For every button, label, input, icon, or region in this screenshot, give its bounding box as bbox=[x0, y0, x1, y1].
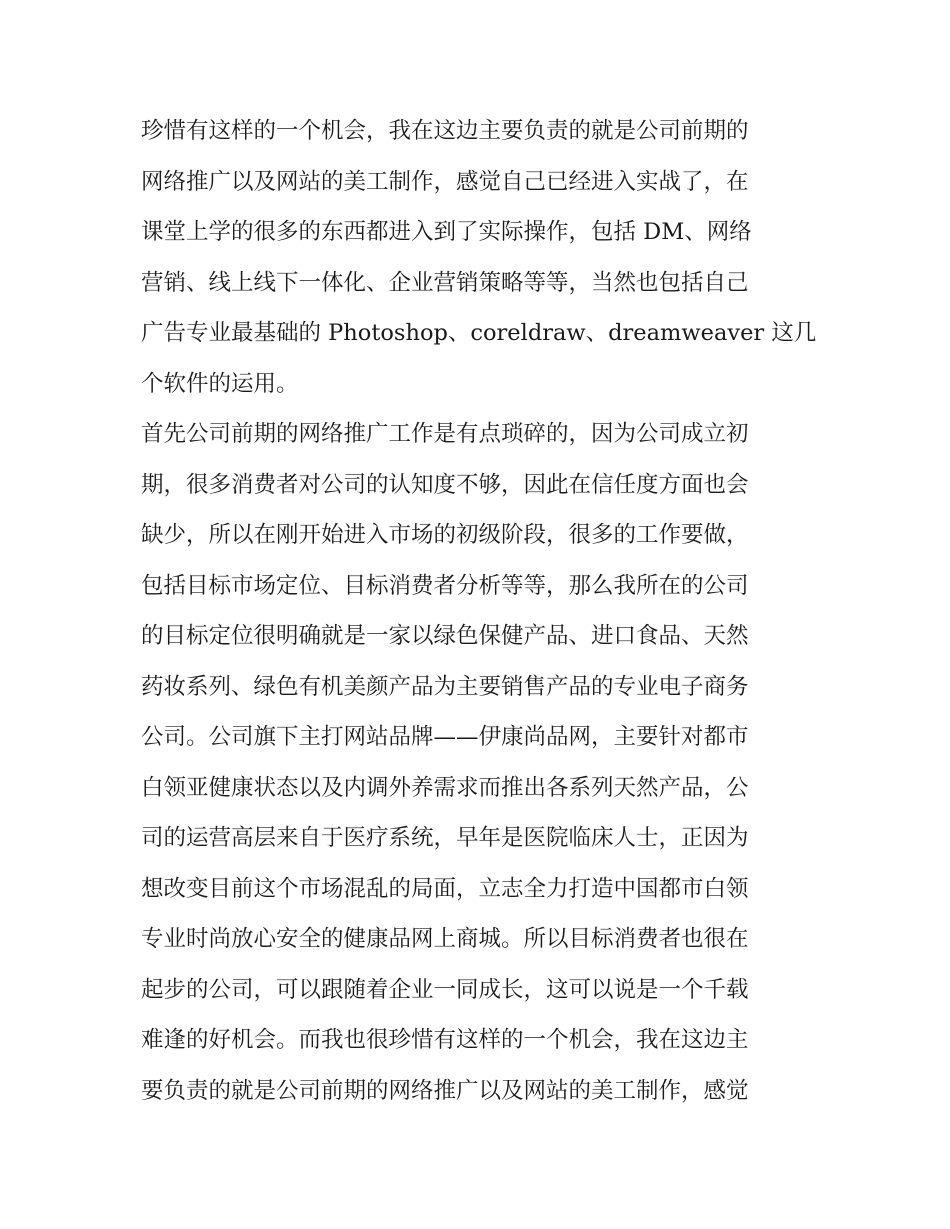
text-line: 的目标定位很明确就是一家以绿色保健产品、进口食品、天然 bbox=[141, 623, 749, 649]
text-line: 药妆系列、绿色有机美颜产品为主要销售产品的专业电子商务 bbox=[141, 673, 749, 700]
text-line: 期，很多消费者对公司的认知度不够，因此在信任度方面也会 bbox=[141, 471, 749, 498]
text-line: 网络推广以及网站的美工制作，感觉自己已经进入实战了，在 bbox=[141, 168, 749, 195]
text-line: 起步的公司，可以跟随着企业一同成长，这可以说是一个千载 bbox=[141, 976, 749, 1003]
body-text bbox=[141, 106, 821, 1116]
text-line: 珍惜有这样的一个机会，我在这边主要负责的就是公司前期的 bbox=[141, 118, 749, 144]
text-line: 白领亚健康状态以及内调外养需求而推出各系列天然产品，公 bbox=[141, 774, 749, 801]
text-line: 专业时尚放心安全的健康品网上商城。所以目标消费者也很在 bbox=[141, 926, 749, 952]
text-line: 个软件的运用。 bbox=[141, 370, 299, 397]
text-line: 缺少，所以在刚开始进入市场的初级阶段，很多的工作要做， bbox=[141, 522, 749, 548]
text-line: 课堂上学的很多的东西都进入到了实际操作，包括 DM、网络 bbox=[141, 219, 752, 245]
text-line: 广告专业最基础的 Photoshop、coreldraw、dreamweaver 这几 bbox=[141, 320, 817, 346]
text-line: 想改变目前这个市场混乱的局面，立志全力打造中国都市白领 bbox=[141, 875, 749, 902]
text-line: 司的运营高层来自于医疗系统，早年是医院临床人士，正因为 bbox=[141, 825, 749, 851]
text-line: 营销、线上线下一体化、企业营销策略等等，当然也包括自己 bbox=[141, 269, 749, 296]
text-line: 公司。公司旗下主打网站品牌——伊康尚品网，主要针对都市 bbox=[141, 724, 749, 750]
text-line: 首先公司前期的网络推广工作是有点琐碎的，因为公司成立初 bbox=[141, 421, 749, 447]
text-line: 难逢的好机会。而我也很珍惜有这样的一个机会，我在这边主 bbox=[141, 1027, 749, 1053]
text-line: 要负责的就是公司前期的网络推广以及网站的美工制作，感觉 bbox=[141, 1077, 749, 1104]
text-line: 包括目标市场定位、目标消费者分析等等，那么我所在的公司 bbox=[141, 572, 749, 599]
